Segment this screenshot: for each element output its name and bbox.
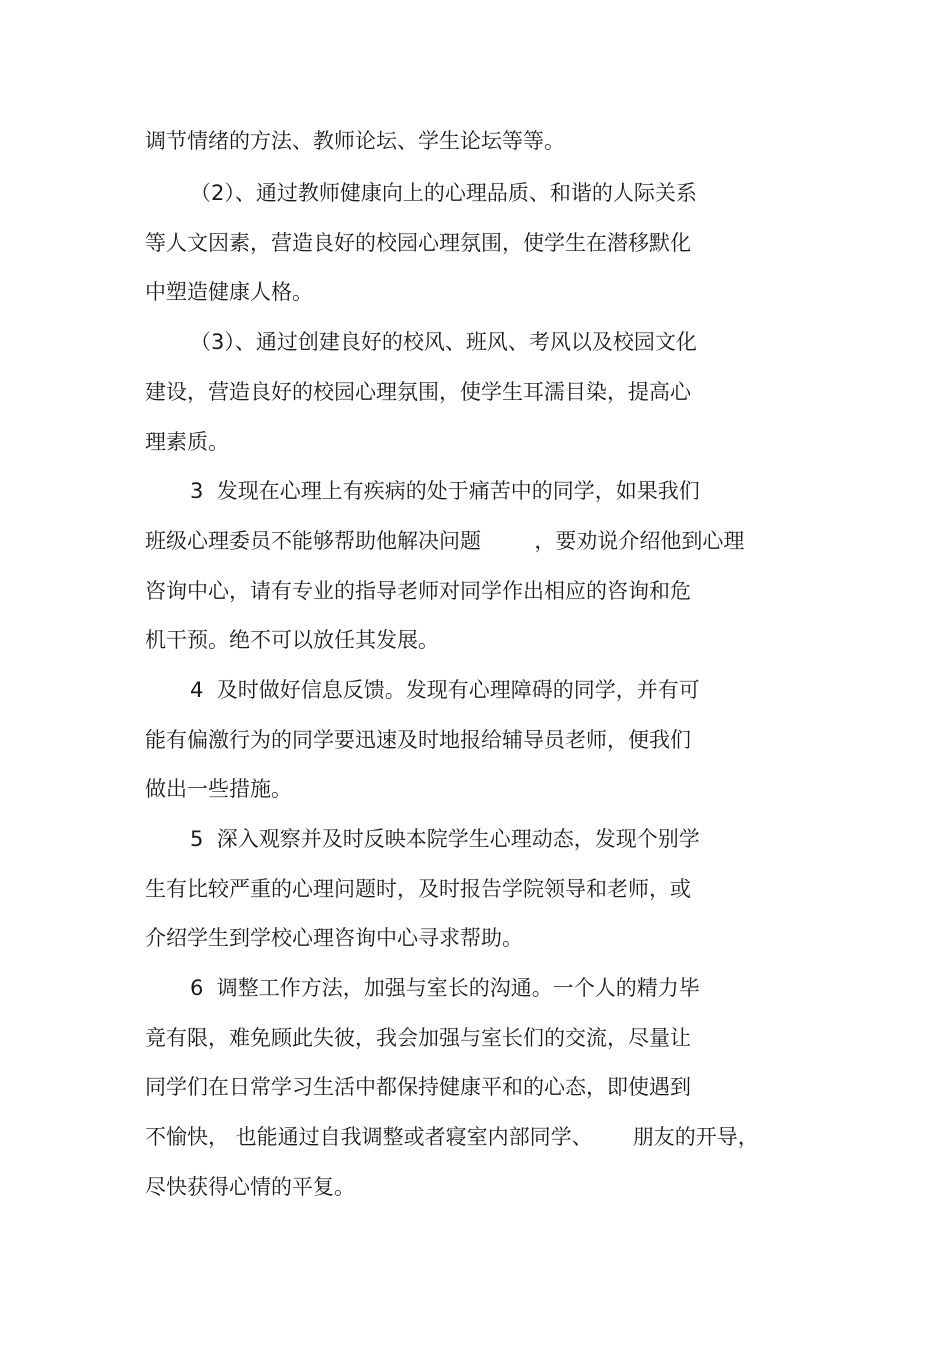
text-line: （3）、通过创建良好的校风、班风、考风以及校园文化 [190,330,697,354]
text-line: 咨询中心，请有专业的指导老师对同学作出相应的咨询和危 [145,579,691,603]
text-line: 竟有限，难免顾此失彼，我会加强与室长们的交流，尽量让 [145,1026,691,1050]
text-line: 理素质。 [145,430,229,454]
text-line: 调节情绪的方法、教师论坛、学生论坛等等。 [145,129,565,153]
text-line: 班级心理委员不能够帮助他解决问题 ，要劝说介绍他到心理 [145,529,745,553]
text-line: 5 深入观察并及时反映本院学生心理动态，发现个别学 [190,827,700,851]
text-line: 3 发现在心理上有疾病的处于痛苦中的同学，如果我们 [190,479,700,503]
text-line: 不愉快， 也能通过自我调整或者寝室内部同学、 朋友的开导， [145,1125,759,1149]
text-line: 介绍学生到学校心理咨询中心寻求帮助。 [145,926,523,950]
text-line: 中塑造健康人格。 [145,280,313,304]
text-line: 生有比较严重的心理问题时，及时报告学院领导和老师，或 [145,877,691,901]
text-line: 机干预。绝不可以放任其发展。 [145,628,439,652]
text-line: 6 调整工作方法，加强与室长的沟通。一个人的精力毕 [190,976,700,1000]
text-line: 尽快获得心情的平复。 [145,1175,355,1199]
text-line: （2）、通过教师健康向上的心理品质、和谐的人际关系 [190,181,697,205]
text-line: 同学们在日常学习生活中都保持健康平和的心态，即使遇到 [145,1075,691,1099]
text-line: 建设，营造良好的校园心理氛围，使学生耳濡目染，提高心 [145,380,691,404]
text-line: 做出一些措施。 [145,777,292,801]
text-line: 能有偏激行为的同学要迅速及时地报给辅导员老师，便我们 [145,728,691,752]
text-line: 等人文因素，营造良好的校园心理氛围，使学生在潜移默化 [145,231,691,255]
text-line: 4 及时做好信息反馈。发现有心理障碍的同学，并有可 [190,678,700,702]
